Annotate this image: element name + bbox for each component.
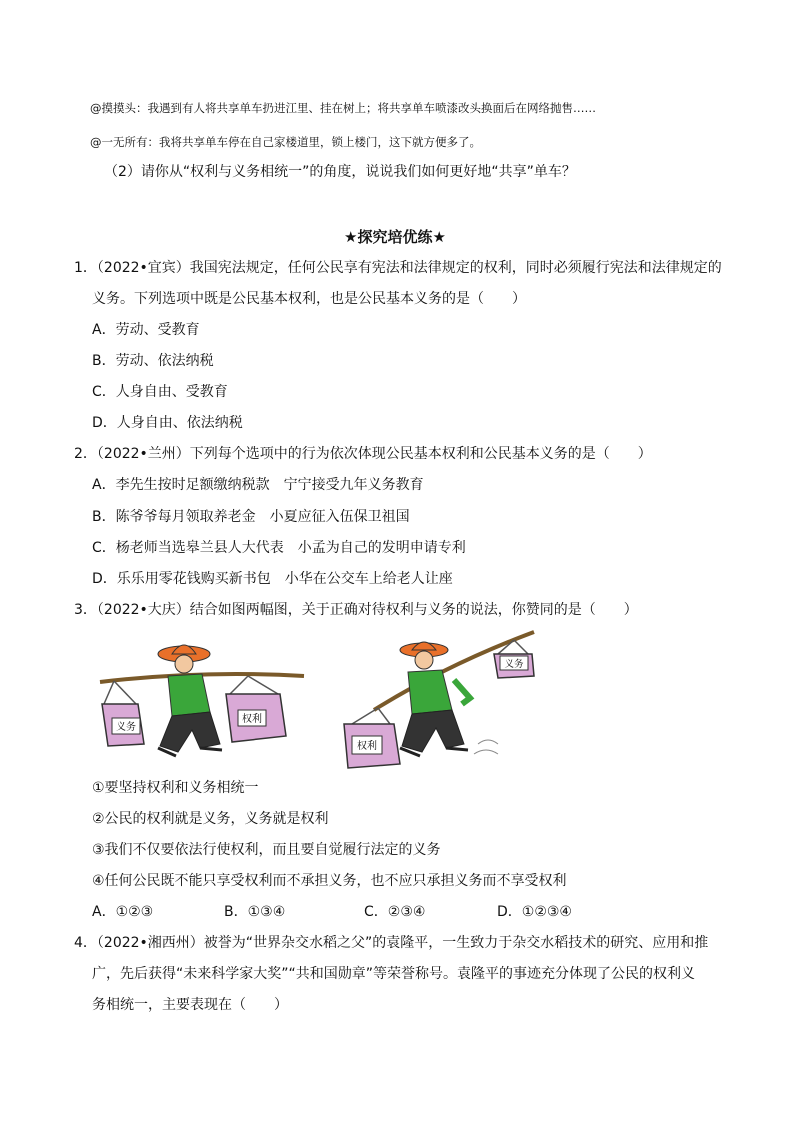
q3-statement-1: ①要坚持权利和义务相统一 — [92, 780, 259, 796]
q2-option-d: D．乐乐用零花钱购买新书包 小华在公交车上给老人让座 — [92, 571, 453, 587]
q3-choice-a: A．①②③ — [92, 904, 154, 920]
q1-stem-line1: 1．（2022•宜宾）我国宪法规定，任何公民享有宪法和法律规定的权利，同时必须履行宪法和法律规定的 — [74, 260, 722, 276]
left-box-label: 义务 — [116, 722, 136, 733]
q3-stem-line1: 3．（2022•大庆）结合如图两幅图，关于正确对待权利与义务的说法，你赞同的是（ ） — [74, 602, 638, 618]
q3-choice-b: B．①③④ — [224, 904, 286, 920]
q2-option-a: A．李先生按时足额缴纳税款 宁宁接受九年义务教育 — [92, 477, 424, 493]
q2-stem-line1: 2．（2022•兰州）下列每个选项中的行为依次体现公民基本权利和公民基本义务的是（ ） — [74, 446, 652, 462]
q3-choice-d: D．①②③④ — [497, 904, 572, 920]
unbalanced-carrier-illustration — [328, 624, 548, 772]
q1-option-c: C．人身自由、受教育 — [92, 384, 228, 400]
q1-option-b: B．劳动、依法纳税 — [92, 353, 214, 369]
right-box-label: 权利 — [242, 714, 262, 725]
high-box-label: 义务 — [504, 659, 524, 670]
q3-statement-2: ②公民的权利就是义务，义务就是权利 — [92, 811, 329, 827]
low-box-label: 权利 — [357, 741, 377, 752]
q3-statement-3: ③我们不仅要依法行使权利，而且要自觉履行法定的义务 — [92, 842, 441, 858]
q2-option-c: C．杨老师当选皋兰县人大代表 小孟为自己的发明申请专利 — [92, 540, 466, 556]
q3-statement-4: ④任何公民既不能只享受权利而不承担义务，也不应只承担义务而不享受权利 — [92, 873, 567, 889]
q1-option-a: A．劳动、受教育 — [92, 322, 200, 338]
balanced-carrier-illustration — [92, 632, 312, 772]
q3-choice-c: C．②③④ — [364, 904, 426, 920]
q1-option-d: D．人身自由、依法纳税 — [92, 415, 243, 431]
q2-option-b: B．陈爷爷每月领取养老金 小夏应征入伍保卫祖国 — [92, 509, 410, 525]
q1-stem-line2: 义务。下列选项中既是公民基本权利，也是公民基本义务的是（ ） — [92, 291, 526, 307]
q4-stem-line1: 4．（2022•湘西州）被誉为“世界杂交水稻之父”的袁隆平，一生致力于杂交水稻技术的研究、应用和推 — [74, 935, 709, 951]
question-2-sub: （2）请你从“权利与义务相统一”的角度，说说我们如何更好地“共享”单车？ — [104, 164, 576, 180]
comment-1: @摸摸头：我遇到有人将共享单车扔进江里、挂在树上；将共享单车喷漆改头换面后在网络抛售…… — [90, 101, 596, 115]
section-title: ★探究培优练★ — [344, 228, 446, 246]
comment-2: @一无所有：我将共享单车停在自己家楼道里，锁上楼门，这下就方便多了。 — [90, 135, 481, 149]
q4-stem-line2: 广，先后获得“未来科学家大奖”“共和国勋章”等荣誉称号。袁隆平的事迹充分体现了公民的权利义 — [92, 966, 696, 982]
q4-stem-line3: 务相统一，主要表现在（ ） — [92, 997, 288, 1013]
